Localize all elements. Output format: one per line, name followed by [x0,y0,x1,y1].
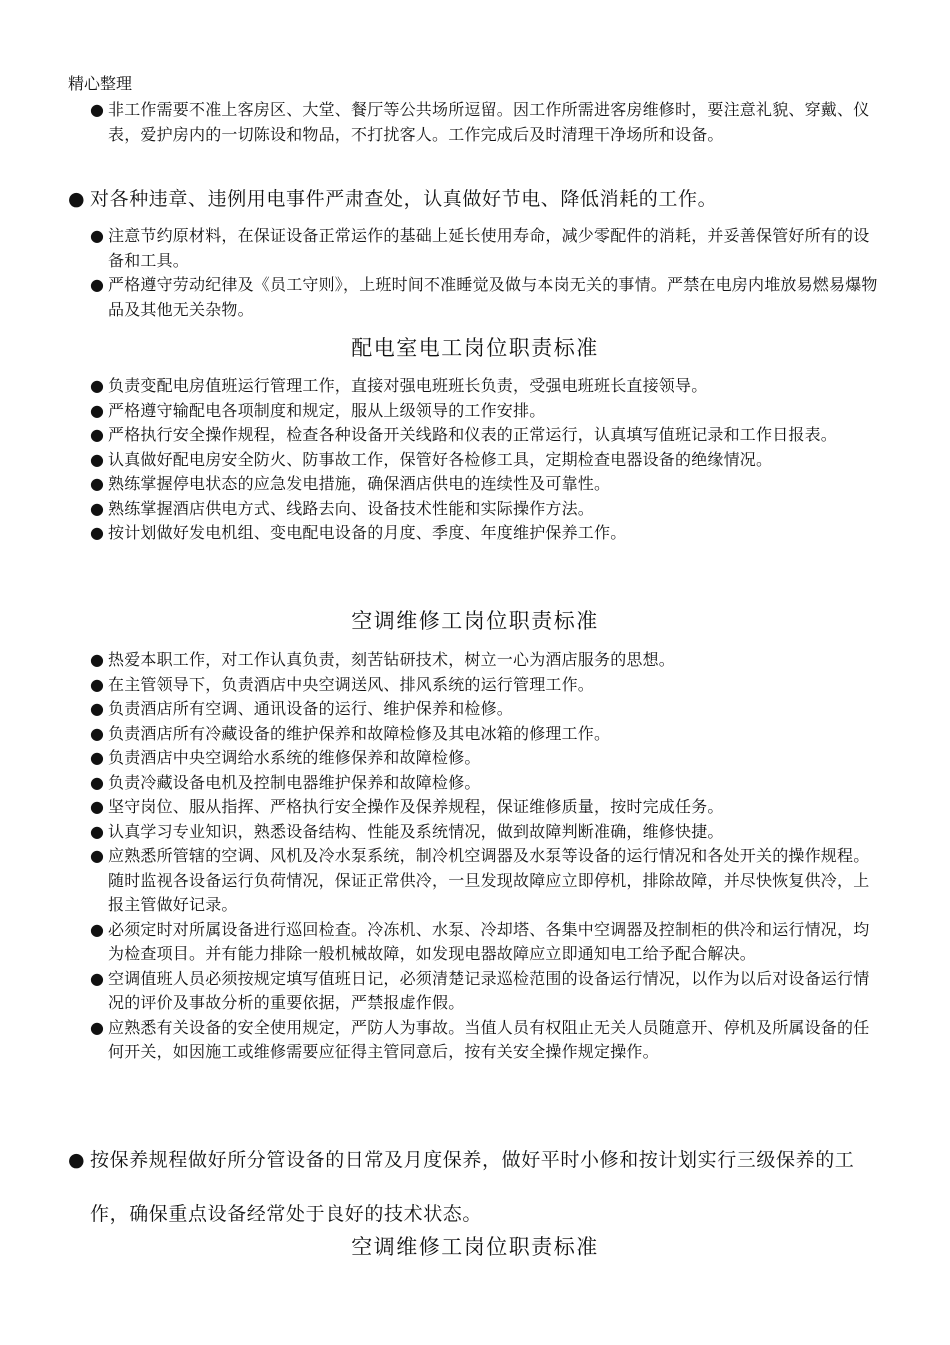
list-item-text: 负责酒店所有空调、通讯设备的运行、维护保养和检修。 [108,699,514,718]
list-item-text: 非工作需要不准上客房区、大堂、餐厅等公共场所逗留。因工作所需进客房维修时，要注意礼貌、穿戴、仪表，爱护房内的一切陈设和物品，不打扰客人。工作完成后及时清理干净场所和设备。 [108,100,870,144]
list-item [90,273,878,322]
list-item-text: 对各种违章、违例用电事件严肃查处，认真做好节电、降低消耗的工作。 [90,188,718,210]
list-item [90,844,878,918]
bullet-icon: ● [90,498,105,518]
section-heading: 空调维修工岗位职责标准 [351,609,599,633]
list-item-text: 严格遵守劳动纪律及《员工守则》，上班时间不准睡觉及做与本岗无关的事情。严禁在电房内堆放易燃易爆物品及其他无关杂物。 [108,275,878,319]
bullet-icon: ● [90,400,105,420]
bullet-icon: ● [90,674,105,694]
bullet-icon: ● [90,275,105,294]
bullet-icon: ● [68,1149,86,1171]
list-item-text: 应熟悉所管辖的空调、风机及冷水泵系统，制冷机空调器及水泵等设备的运行情况和各处开关的操作规程。随时监视各设备运行负荷情况，保证正常供冷，一旦发现故障应立即停机，排除故障，并尽快恢复供冷，上报主管做好记录。 [108,846,870,914]
list-item-text: 注意节约原材料，在保证设备正常运作的基础上延长使用寿命，减少零配件的消耗，并妥善保管好所有的设备和工具。 [108,226,870,270]
bullet-icon: ● [90,226,105,245]
list-item [90,673,878,698]
list-item [90,967,878,1016]
bullet-icon: ● [90,723,105,743]
bullet-icon: ● [90,797,105,816]
bullet-icon: ● [90,100,105,119]
bullet-icon: ● [90,821,105,841]
list-item-text: 认真学习专业知识，熟悉设备结构、性能及系统情况，做到故障判断准确，维修快捷。 [108,821,724,841]
header-note: 精心整理 [68,74,133,93]
bullet-icon: ● [90,846,105,865]
list-item-text: 熟练掌握酒店供电方式、线路去向、设备技术性能和实际操作方法。 [108,498,595,518]
list-item-text: 在主管领导下，负责酒店中央空调送风、排风系统的运行管理工作。 [108,674,595,694]
section-heading: 配电室电工岗位职责标准 [351,336,599,360]
list-item [90,820,878,845]
list-item [90,795,878,820]
list-item-text: 严格执行安全操作规程，检查各种设备开关线路和仪表的正常运行，认真填写值班记录和工作日报表。 [108,425,838,444]
list-item-text: 熟练掌握停电状态的应急发电措施，确保酒店供电的连续性及可靠性。 [108,474,611,493]
bullet-icon: ● [90,449,105,469]
list-item-text: 认真做好配电房安全防火、防事故工作，保管好各检修工具，定期检查电器设备的绝缘情况。 [108,449,773,469]
list-item [90,722,878,747]
list-item-text: 应熟悉有关设备的安全使用规定，严防人为事故。当值人员有权阻止无关人员随意开、停机及所属设备的任何开关，如因施工或维修需要应征得主管同意后，按有关安全操作规定操作。 [108,1017,870,1061]
bullet-icon: ● [90,699,105,718]
bullet-icon: ● [90,968,105,988]
list-item-text: 严格遵守输配电各项制度和规定，服从上级领导的工作安排。 [108,400,546,420]
list-item-text: 负责冷藏设备电机及控制电器维护保养和故障检修。 [108,772,481,792]
list-item-text: 按计划做好发电机组、变电配电设备的月度、季度、年度维护保养工作。 [108,523,627,542]
list-item [90,423,878,448]
list-item-text: 热爱本职工作，对工作认真负责，刻苦钻研技术，树立一心为酒店服务的思想。 [108,650,676,669]
list-item [90,771,878,796]
list-item-text: 负责酒店所有冷藏设备的维护保养和故障检修及其电冰箱的修理工作。 [108,723,611,743]
list-item [90,648,878,673]
bullet-icon: ● [90,425,105,444]
list-item [90,521,878,546]
bullet-icon: ● [90,376,105,395]
section-block1 [0,98,950,147]
list-item [90,697,878,722]
list-item-text: 坚守岗位、服从指挥、严格执行安全操作及保养规程，保证维修质量，按时完成任务。 [108,797,724,816]
bullet-icon: ● [68,188,86,210]
list-item [90,98,878,147]
list-item [90,224,878,273]
bullet-icon: ● [90,919,105,939]
section-block4 [0,648,950,1065]
list-item [90,497,878,522]
section-big1 [0,186,950,212]
bullet-icon: ● [90,1017,105,1037]
bullet-icon: ● [90,748,105,767]
list-item [90,399,878,424]
section-big2 [0,1133,950,1241]
section-heading: 空调维修工岗位职责标准 [351,1235,599,1259]
list-item [90,918,878,967]
list-item [90,448,878,473]
list-item [90,1016,878,1065]
section-block3 [0,374,950,546]
section-block2 [0,224,950,322]
list-item [90,746,878,771]
list-item [90,472,878,497]
list-item-large [68,186,890,212]
list-item-text: 负责变配电房值班运行管理工作，直接对强电班班长负责，受强电班班长直接领导。 [108,376,708,395]
list-item-text: 按保养规程做好所分管设备的日常及月度保养，做好平时小修和按计划实行三级保养的工作，确保重点设备经常处于良好的技术状态。 [90,1149,855,1225]
list-item-text: 必须定时对所属设备进行巡回检查。冷冻机、水泵、冷却塔、各集中空调器及控制柜的供冷和运行情况，均为检查项目。并有能力排除一般机械故障，如发现电器故障应立即通知电工给予配合解决。 [108,919,870,963]
list-item [90,374,878,399]
list-item-large [68,1133,890,1241]
list-item-text: 空调值班人员必须按规定填写值班日记，必须清楚记录巡检范围的设备运行情况，以作为以后对设备运行情况的评价及事故分析的重要依据，严禁报虚作假。 [108,968,870,1012]
bullet-icon: ● [90,772,105,792]
bullet-icon: ● [90,474,105,493]
list-item-text: 负责酒店中央空调给水系统的维修保养和故障检修。 [108,748,481,767]
bullet-icon: ● [90,523,105,542]
bullet-icon: ● [90,650,105,669]
